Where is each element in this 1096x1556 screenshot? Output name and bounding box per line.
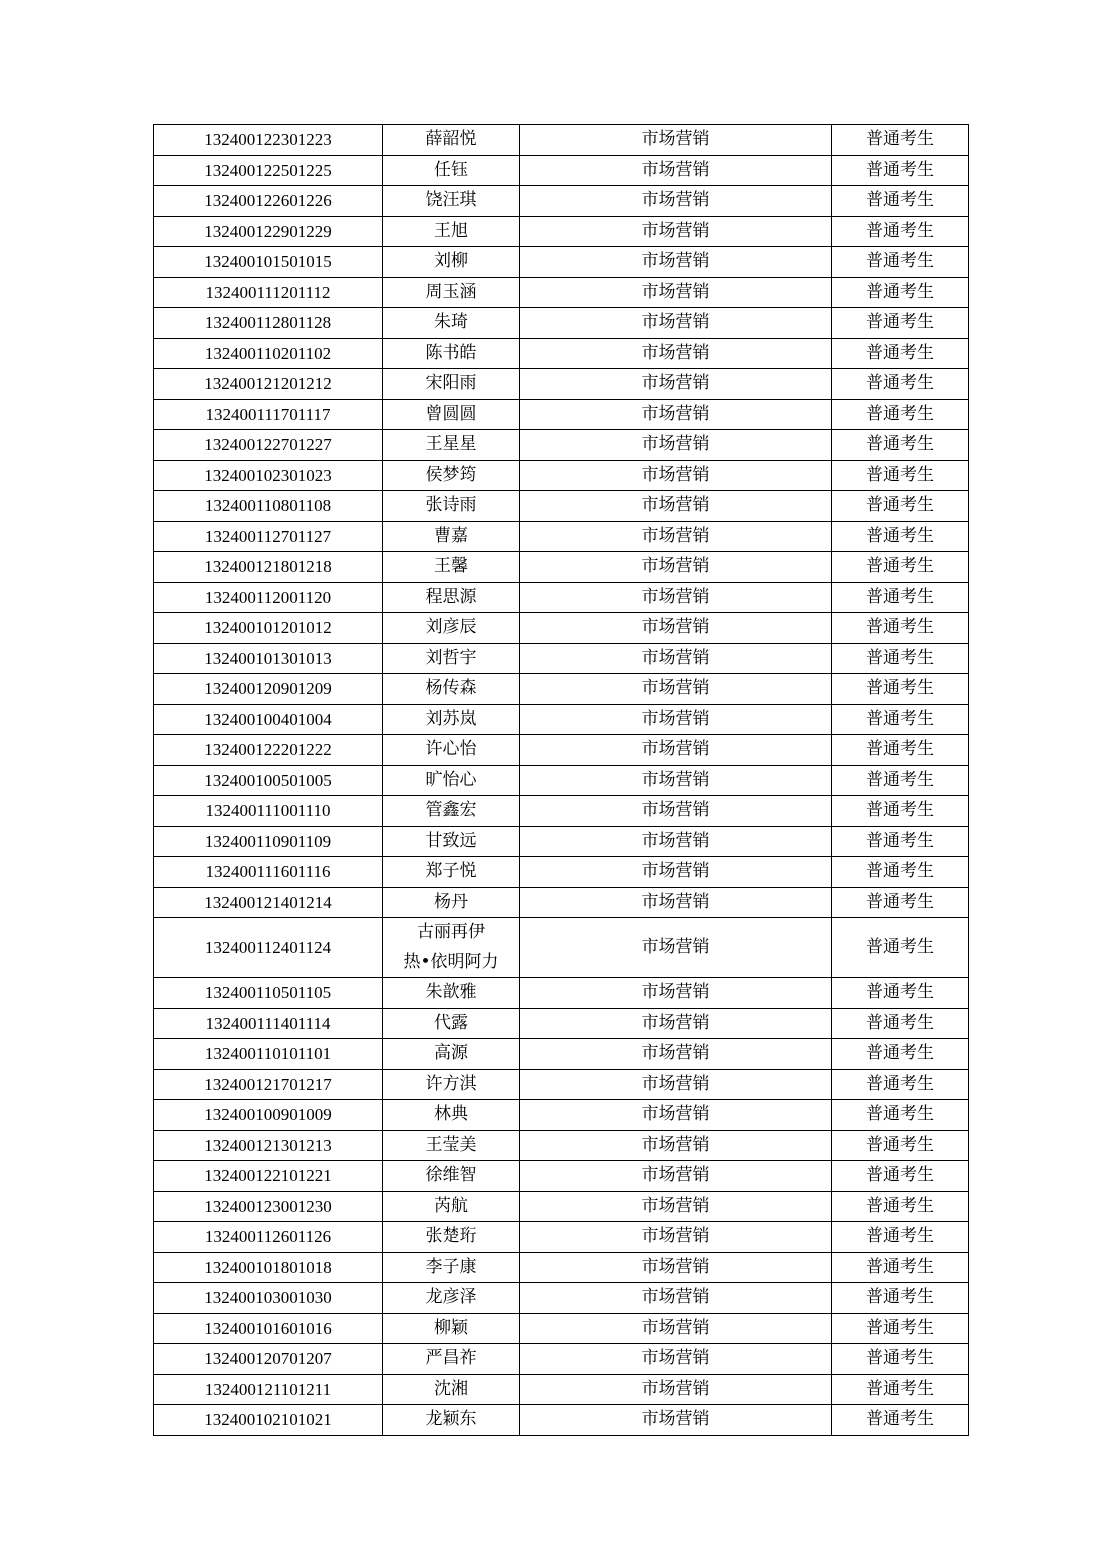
major-cell: 市场营销 (520, 338, 832, 369)
name-cell: 刘柳 (383, 247, 520, 278)
candidate-type-cell: 普通考生 (832, 491, 969, 522)
exam-id-cell: 132400121301213 (154, 1130, 383, 1161)
major-cell: 市场营销 (520, 308, 832, 339)
name-cell: 管鑫宏 (383, 796, 520, 827)
major-cell: 市场营销 (520, 247, 832, 278)
name-cell: 徐维智 (383, 1161, 520, 1192)
exam-id-cell: 132400101801018 (154, 1252, 383, 1283)
major-cell: 市场营销 (520, 155, 832, 186)
candidate-type-cell: 普通考生 (832, 1161, 969, 1192)
candidate-type-cell: 普通考生 (832, 1008, 969, 1039)
candidate-type-cell: 普通考生 (832, 1191, 969, 1222)
name-cell: 许心怡 (383, 735, 520, 766)
candidate-type-cell: 普通考生 (832, 277, 969, 308)
name-cell: 王馨 (383, 552, 520, 583)
table-row (154, 1283, 969, 1314)
candidate-type-cell: 普通考生 (832, 338, 969, 369)
table-row (154, 1008, 969, 1039)
exam-id-cell: 132400101201012 (154, 613, 383, 644)
name-cell: 薛韶悦 (383, 125, 520, 156)
table-row (154, 1222, 969, 1253)
exam-id-cell: 132400122101221 (154, 1161, 383, 1192)
table-row (154, 1161, 969, 1192)
exam-id-cell: 132400110201102 (154, 338, 383, 369)
exam-id-cell: 132400100401004 (154, 704, 383, 735)
name-cell: 宋阳雨 (383, 369, 520, 400)
name-cell: 朱歆雅 (383, 978, 520, 1009)
candidate-type-cell: 普通考生 (832, 765, 969, 796)
exam-id-cell: 132400110801108 (154, 491, 383, 522)
exam-id-cell: 132400122301223 (154, 125, 383, 156)
major-cell: 市场营销 (520, 978, 832, 1009)
exam-id-cell: 132400112601126 (154, 1222, 383, 1253)
candidate-type-cell: 普通考生 (832, 155, 969, 186)
table-row (154, 1374, 969, 1405)
table-row (154, 1039, 969, 1070)
major-cell: 市场营销 (520, 216, 832, 247)
name-cell: 杨丹 (383, 887, 520, 918)
major-cell: 市场营销 (520, 582, 832, 613)
major-cell: 市场营销 (520, 1252, 832, 1283)
exam-id-cell: 132400110901109 (154, 826, 383, 857)
major-cell: 市场营销 (520, 1374, 832, 1405)
name-cell: 曹嘉 (383, 521, 520, 552)
name-cell: 周玉涵 (383, 277, 520, 308)
table-row (154, 1100, 969, 1131)
name-cell: 侯梦筠 (383, 460, 520, 491)
name-cell: 沈湘 (383, 1374, 520, 1405)
exam-id-cell: 132400103001030 (154, 1283, 383, 1314)
major-cell: 市场营销 (520, 1130, 832, 1161)
major-cell: 市场营销 (520, 826, 832, 857)
major-cell: 市场营销 (520, 552, 832, 583)
major-cell: 市场营销 (520, 1191, 832, 1222)
exam-id-cell: 132400122701227 (154, 430, 383, 461)
exam-id-cell: 132400112801128 (154, 308, 383, 339)
name-cell: 代露 (383, 1008, 520, 1039)
candidate-type-cell: 普通考生 (832, 460, 969, 491)
table-row (154, 338, 969, 369)
major-cell: 市场营销 (520, 430, 832, 461)
exam-id-cell: 132400111001110 (154, 796, 383, 827)
table-row (154, 674, 969, 705)
table-row (154, 887, 969, 918)
exam-id-cell: 132400111601116 (154, 857, 383, 888)
candidate-type-cell: 普通考生 (832, 887, 969, 918)
name-cell: 芮航 (383, 1191, 520, 1222)
candidate-type-cell: 普通考生 (832, 1405, 969, 1436)
exam-id-cell: 132400122201222 (154, 735, 383, 766)
candidate-type-cell: 普通考生 (832, 125, 969, 156)
exam-id-cell: 132400120701207 (154, 1344, 383, 1375)
major-cell: 市场营销 (520, 918, 832, 978)
name-cell: 程思源 (383, 582, 520, 613)
name-cell: 李子康 (383, 1252, 520, 1283)
exam-id-cell: 132400112701127 (154, 521, 383, 552)
major-cell: 市场营销 (520, 1100, 832, 1131)
table-row (154, 216, 969, 247)
table-row (154, 186, 969, 217)
candidate-type-cell: 普通考生 (832, 1344, 969, 1375)
table-row (154, 308, 969, 339)
name-cell: 龙颖东 (383, 1405, 520, 1436)
table-row (154, 1252, 969, 1283)
major-cell: 市场营销 (520, 399, 832, 430)
major-cell: 市场营销 (520, 1283, 832, 1314)
table-row (154, 826, 969, 857)
exam-id-cell: 132400111701117 (154, 399, 383, 430)
major-cell: 市场营销 (520, 186, 832, 217)
table-row (154, 155, 969, 186)
candidate-type-cell: 普通考生 (832, 826, 969, 857)
name-cell: 刘哲宇 (383, 643, 520, 674)
major-cell: 市场营销 (520, 857, 832, 888)
name-cell: 甘致远 (383, 826, 520, 857)
table-row (154, 765, 969, 796)
name-cell: 朱琦 (383, 308, 520, 339)
exam-id-cell: 132400101301013 (154, 643, 383, 674)
candidate-type-cell: 普通考生 (832, 1252, 969, 1283)
exam-id-cell: 132400122601226 (154, 186, 383, 217)
table-row (154, 277, 969, 308)
major-cell: 市场营销 (520, 613, 832, 644)
table-row (154, 857, 969, 888)
candidate-type-cell: 普通考生 (832, 643, 969, 674)
major-cell: 市场营销 (520, 125, 832, 156)
table-row (154, 796, 969, 827)
major-cell: 市场营销 (520, 521, 832, 552)
major-cell: 市场营销 (520, 1161, 832, 1192)
candidate-type-cell: 普通考生 (832, 308, 969, 339)
exam-id-cell: 132400122901229 (154, 216, 383, 247)
major-cell: 市场营销 (520, 277, 832, 308)
candidate-type-cell: 普通考生 (832, 735, 969, 766)
exam-id-cell: 132400121401214 (154, 887, 383, 918)
major-cell: 市场营销 (520, 735, 832, 766)
exam-id-cell: 132400102301023 (154, 460, 383, 491)
candidate-type-cell: 普通考生 (832, 918, 969, 978)
table-row (154, 1069, 969, 1100)
major-cell: 市场营销 (520, 369, 832, 400)
table-row (154, 1344, 969, 1375)
exam-id-cell: 132400100901009 (154, 1100, 383, 1131)
exam-id-cell: 132400112401124 (154, 918, 383, 978)
exam-id-cell: 132400101601016 (154, 1313, 383, 1344)
candidate-type-cell: 普通考生 (832, 582, 969, 613)
table-row (154, 399, 969, 430)
major-cell: 市场营销 (520, 796, 832, 827)
name-cell: 柳颖 (383, 1313, 520, 1344)
exam-id-cell: 132400122501225 (154, 155, 383, 186)
table-row (154, 430, 969, 461)
candidate-type-cell: 普通考生 (832, 1283, 969, 1314)
exam-id-cell: 132400102101021 (154, 1405, 383, 1436)
name-cell: 杨传森 (383, 674, 520, 705)
name-cell: 王星星 (383, 430, 520, 461)
table-row (154, 1130, 969, 1161)
major-cell: 市场营销 (520, 1222, 832, 1253)
exam-id-cell: 132400111401114 (154, 1008, 383, 1039)
table-row (154, 125, 969, 156)
candidate-type-cell: 普通考生 (832, 552, 969, 583)
major-cell: 市场营销 (520, 1313, 832, 1344)
major-cell: 市场营销 (520, 1405, 832, 1436)
exam-id-cell: 132400123001230 (154, 1191, 383, 1222)
candidate-table (153, 124, 969, 1436)
candidate-type-cell: 普通考生 (832, 1222, 969, 1253)
table-row (154, 704, 969, 735)
candidate-type-cell: 普通考生 (832, 704, 969, 735)
major-cell: 市场营销 (520, 1344, 832, 1375)
exam-id-cell: 132400111201112 (154, 277, 383, 308)
major-cell: 市场营销 (520, 1008, 832, 1039)
candidate-type-cell: 普通考生 (832, 796, 969, 827)
name-cell: 张楚珩 (383, 1222, 520, 1253)
name-cell: 张诗雨 (383, 491, 520, 522)
major-cell: 市场营销 (520, 460, 832, 491)
name-cell: 严昌祚 (383, 1344, 520, 1375)
name-cell: 郑子悦 (383, 857, 520, 888)
name-cell: 曾圆圆 (383, 399, 520, 430)
table-row (154, 369, 969, 400)
exam-id-cell: 132400121701217 (154, 1069, 383, 1100)
candidate-type-cell: 普通考生 (832, 978, 969, 1009)
exam-id-cell: 132400120901209 (154, 674, 383, 705)
name-cell: 王旭 (383, 216, 520, 247)
name-cell: 许方淇 (383, 1069, 520, 1100)
candidate-type-cell: 普通考生 (832, 857, 969, 888)
major-cell: 市场营销 (520, 1039, 832, 1070)
table-row (154, 247, 969, 278)
candidate-type-cell: 普通考生 (832, 674, 969, 705)
exam-id-cell: 132400121101211 (154, 1374, 383, 1405)
name-cell: 陈书皓 (383, 338, 520, 369)
major-cell: 市场营销 (520, 704, 832, 735)
candidate-type-cell: 普通考生 (832, 613, 969, 644)
name-cell: 任钰 (383, 155, 520, 186)
table-row (154, 643, 969, 674)
candidate-type-cell: 普通考生 (832, 1039, 969, 1070)
name-cell: 高源 (383, 1039, 520, 1070)
candidate-type-cell: 普通考生 (832, 1130, 969, 1161)
candidate-type-cell: 普通考生 (832, 1313, 969, 1344)
table-row (154, 735, 969, 766)
candidate-type-cell: 普通考生 (832, 1100, 969, 1131)
name-cell: 龙彦泽 (383, 1283, 520, 1314)
name-cell: 王莹美 (383, 1130, 520, 1161)
table-row (154, 1191, 969, 1222)
candidate-type-cell: 普通考生 (832, 1069, 969, 1100)
name-cell: 饶汪琪 (383, 186, 520, 217)
name-line-2: 热•依明阿力 (403, 951, 499, 972)
major-cell: 市场营销 (520, 887, 832, 918)
table-row (154, 521, 969, 552)
exam-id-cell: 132400112001120 (154, 582, 383, 613)
table-row (154, 460, 969, 491)
candidate-type-cell: 普通考生 (832, 1374, 969, 1405)
major-cell: 市场营销 (520, 1069, 832, 1100)
exam-id-cell: 132400100501005 (154, 765, 383, 796)
name-cell (383, 918, 520, 978)
major-cell: 市场营销 (520, 674, 832, 705)
name-cell: 刘苏岚 (383, 704, 520, 735)
candidate-type-cell: 普通考生 (832, 521, 969, 552)
name-line-1: 古丽再伊 (417, 922, 485, 942)
candidate-table-body (154, 125, 969, 1436)
table-row (154, 1405, 969, 1436)
table-row (154, 552, 969, 583)
major-cell: 市场营销 (520, 491, 832, 522)
candidate-type-cell: 普通考生 (832, 399, 969, 430)
table-row (154, 918, 969, 978)
major-cell: 市场营销 (520, 765, 832, 796)
exam-id-cell: 132400121801218 (154, 552, 383, 583)
table-row (154, 1313, 969, 1344)
name-cell: 旷怡心 (383, 765, 520, 796)
name-cell: 刘彦辰 (383, 613, 520, 644)
candidate-type-cell: 普通考生 (832, 216, 969, 247)
exam-id-cell: 132400110101101 (154, 1039, 383, 1070)
table-row (154, 613, 969, 644)
candidate-type-cell: 普通考生 (832, 247, 969, 278)
candidate-type-cell: 普通考生 (832, 369, 969, 400)
table-row (154, 582, 969, 613)
table-row (154, 491, 969, 522)
exam-id-cell: 132400101501015 (154, 247, 383, 278)
candidate-type-cell: 普通考生 (832, 430, 969, 461)
name-cell: 林典 (383, 1100, 520, 1131)
table-row (154, 978, 969, 1009)
candidate-type-cell: 普通考生 (832, 186, 969, 217)
exam-id-cell: 132400110501105 (154, 978, 383, 1009)
exam-id-cell: 132400121201212 (154, 369, 383, 400)
major-cell: 市场营销 (520, 643, 832, 674)
